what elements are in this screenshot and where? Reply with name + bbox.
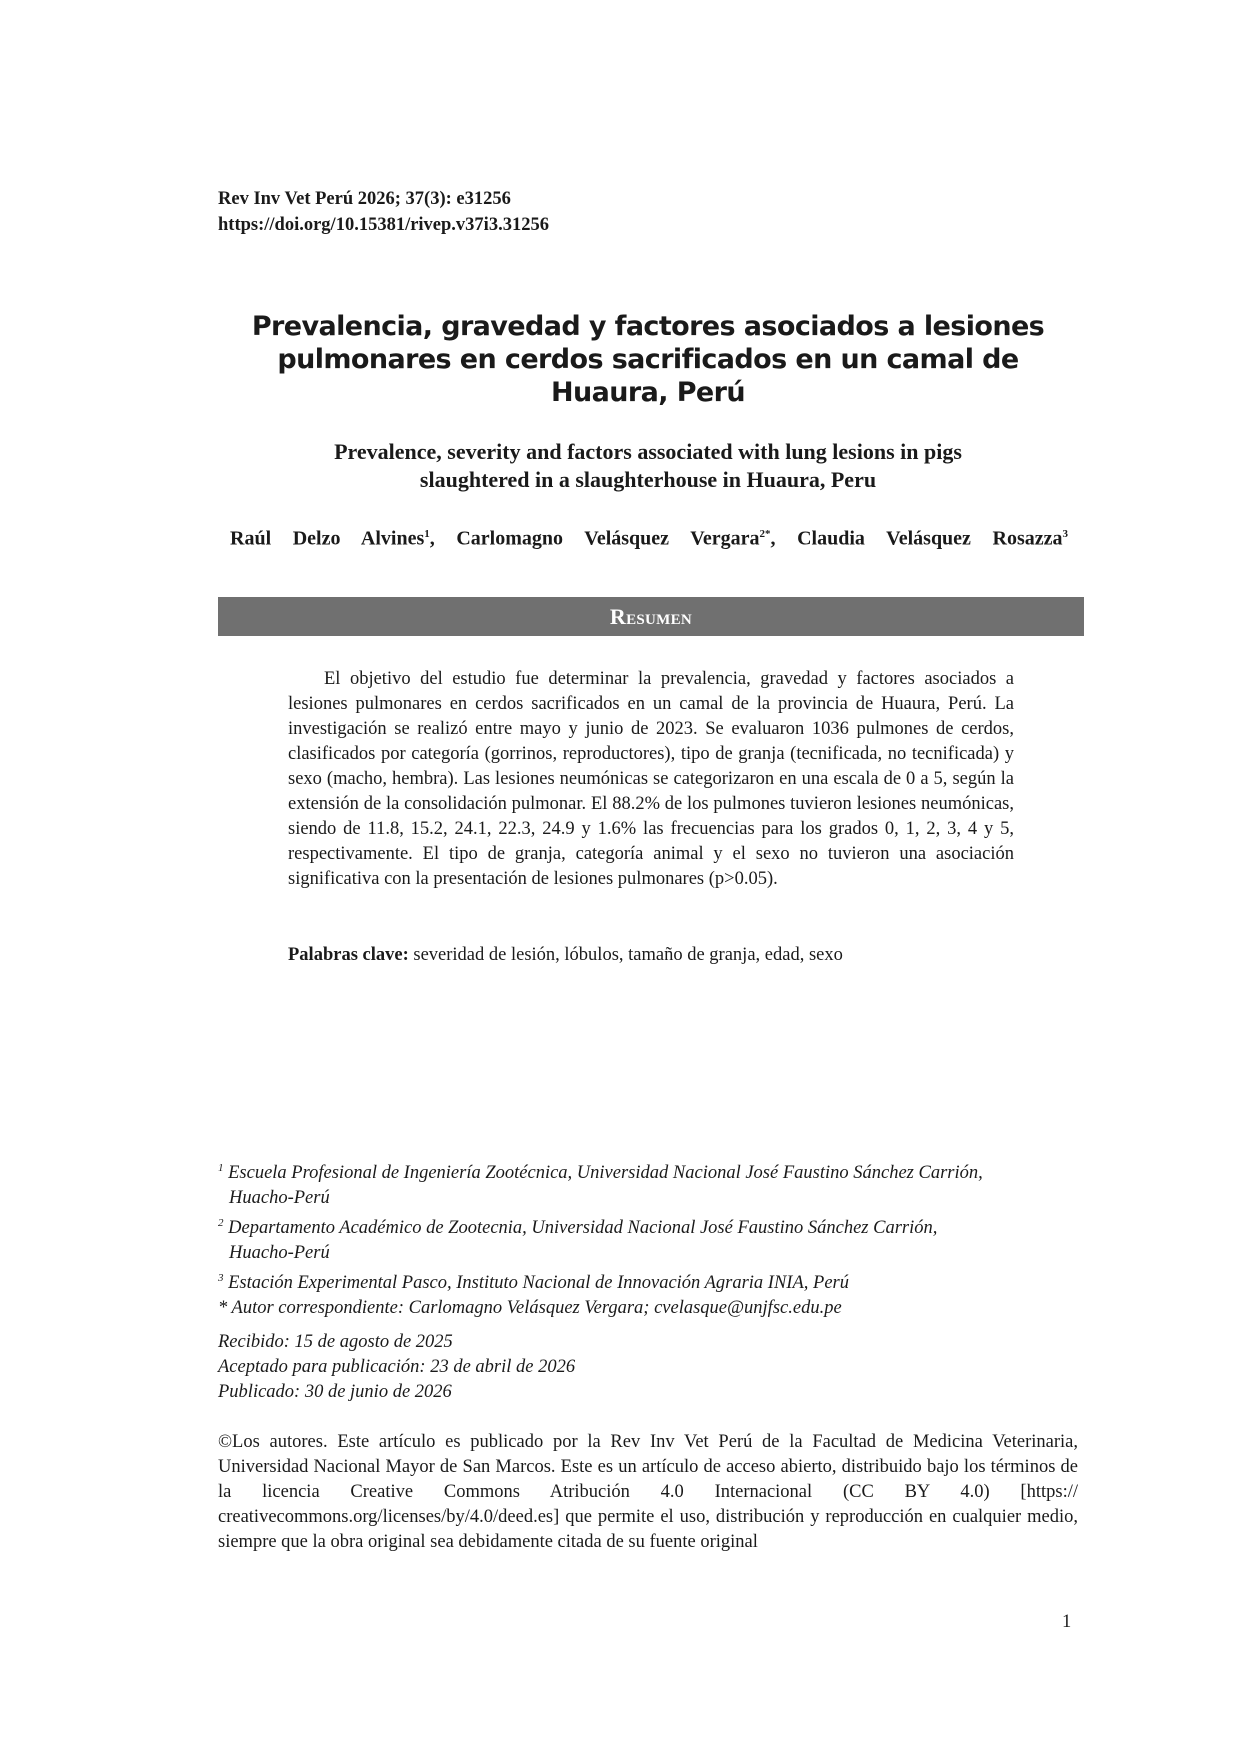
- affiliations: [218, 1156, 1078, 1321]
- author-separator: ,: [770, 527, 798, 550]
- journal-header: [218, 186, 549, 238]
- affiliation-mark: 2: [218, 1217, 224, 1230]
- title-spanish-line: Huaura, Perú: [551, 377, 745, 408]
- received-date: Recibido: 15 de agosto de 2025: [218, 1332, 453, 1352]
- author-affiliation-mark: 1: [424, 528, 430, 540]
- affiliation-item: [218, 1266, 1078, 1296]
- license-statement: ©Los autores. Este artículo es publicado por la Rev Inv Vet Perú de la Facultad de Medicina Veterinaria, Universidad Nacional Mayor de San Marcos. Este es un artículo de acceso abierto, distribuido bajo los términos de la licencia Creative Commons Atribución 4.0 Internacional (CC BY 4.0) [https:// creativecommons.org/licenses/by/4.0/deed.es] que permite el uso, distribución y reproducción en cualquier medio, siempre que la obra original sea debidamente citada de su fuente original: [218, 1432, 1078, 1552]
- abstract-heading-bar: [218, 597, 1084, 636]
- title-english: [218, 438, 1078, 494]
- published-date: Publicado: 30 de junio de 2026: [218, 1382, 452, 1402]
- author-affiliation-mark: 2*: [759, 528, 771, 540]
- author-list: [230, 520, 1068, 553]
- affiliation-text-continued: Huacho-Perú: [229, 1188, 330, 1209]
- author-name: Carlomagno Velásquez Vergara: [456, 527, 760, 550]
- doi-link[interactable]: https://doi.org/10.15381/rivep.v37i3.31256: [218, 215, 549, 235]
- affiliation-item: [218, 1156, 1078, 1186]
- affiliation-item: [218, 1211, 1078, 1241]
- page-number: 1: [1062, 1612, 1072, 1632]
- author-separator: ,: [429, 527, 457, 550]
- title-spanish-line: Prevalencia, gravedad y factores asociados a lesiones: [251, 311, 1045, 342]
- abstract-text: El objetivo del estudio fue determinar la prevalencia, gravedad y factores asociados a lesiones pulmonares en cerdos sacrificados en un camal de la provincia de Huaura, Perú. La investigación se realizó entre mayo y junio de 2023. Se evaluaron 1036 pulmones de cerdos, clasificados por categoría (gorrinos, reproductores), tipo de granja (tecnificada, no tecnificada) y sexo (macho, hembra). Las lesiones neumónicas se categorizaron en una escala de 0 a 5, según la extensión de la consolidación pulmonar. El 88.2% de los pulmones tuvieron lesiones neumónicas, siendo de 11.8, 15.2, 24.1, 22.3, 24.9 y 1.6% las frecuencias para los grados 0, 1, 2, 3, 4 y 5, respectivamente. El tipo de granja, categoría animal y el sexo no tuvieron una asociación significativa con la presentación de lesiones pulmonares (p>0.05).: [288, 669, 1014, 889]
- title-spanish: [218, 310, 1078, 409]
- author-name: Raúl Delzo Alvines: [230, 527, 425, 550]
- keywords-text: severidad de lesión, lóbulos, tamaño de granja, edad, sexo: [408, 945, 843, 965]
- corresponding-author: * Autor correspondiente: Carlomagno Velásquez Vergara; cvelasque@unjfsc.edu.pe: [218, 1298, 842, 1319]
- accepted-date: Aceptado para publicación: 23 de abril de 2026: [218, 1357, 576, 1377]
- affiliation-text-continued: Huacho-Perú: [229, 1243, 330, 1264]
- article-dates: [218, 1330, 575, 1405]
- title-english-line: slaughtered in a slaughterhouse in Huaura, Peru: [419, 467, 877, 492]
- author-affiliation-mark: 3: [1062, 528, 1068, 540]
- affiliation-mark: 3: [218, 1272, 224, 1285]
- affiliation-text: Escuela Profesional de Ingeniería Zootécnica, Universidad Nacional José Faustino Sánchez Carrión,: [223, 1163, 983, 1184]
- journal-citation: Rev Inv Vet Perú 2026; 37(3): e31256: [218, 189, 511, 209]
- keywords: [288, 943, 1014, 968]
- title-spanish-line: pulmonares en cerdos sacrificados en un camal de: [277, 344, 1019, 375]
- affiliation-text: Estación Experimental Pasco, Instituto Nacional de Innovación Agraria INIA, Perú: [223, 1273, 849, 1294]
- abstract-heading: Resumen: [609, 603, 693, 629]
- affiliation-mark: 1: [218, 1162, 224, 1174]
- author-name: Claudia Velásquez Rosazza: [797, 527, 1063, 550]
- keywords-label: Palabras clave:: [288, 945, 409, 965]
- title-english-line: Prevalence, severity and factors associated with lung lesions in pigs: [334, 439, 962, 464]
- affiliation-text: Departamento Académico de Zootecnia, Universidad Nacional José Faustino Sánchez Carrión,: [223, 1218, 938, 1239]
